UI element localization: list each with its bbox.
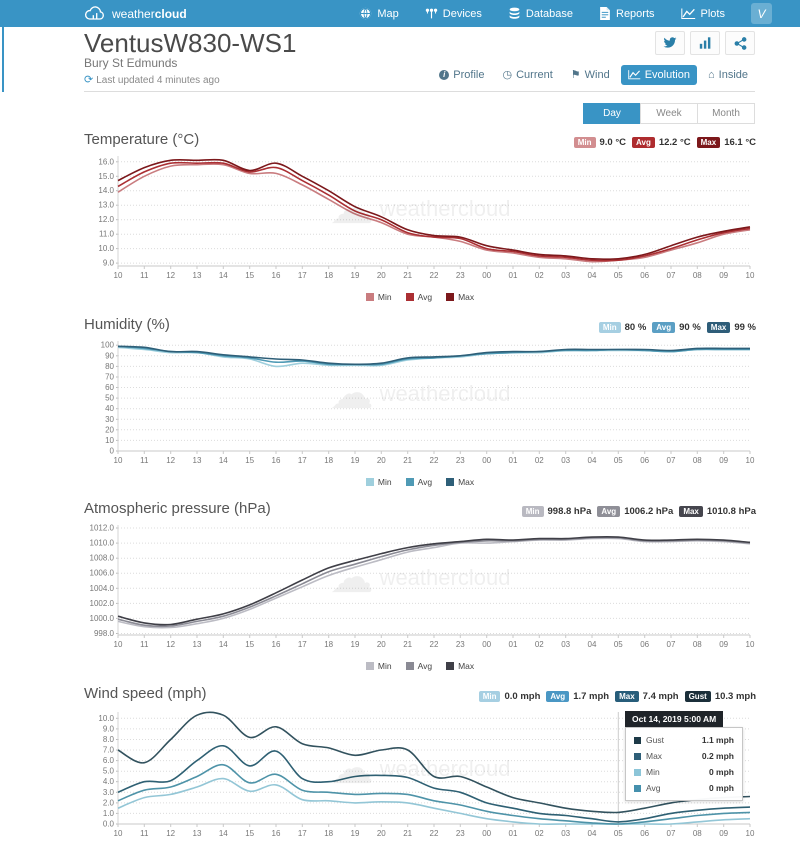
x-tick-label: 20 bbox=[376, 456, 386, 465]
tooltip-row-min bbox=[634, 764, 734, 780]
y-tick-label: 998.0 bbox=[93, 629, 114, 638]
y-tick-label: 1006.0 bbox=[89, 568, 114, 578]
nav-label-reports: Reports bbox=[616, 7, 655, 20]
watermark: ☁ weathercloud bbox=[329, 553, 511, 603]
x-tick-label: 15 bbox=[245, 271, 255, 280]
y-tick-label: 11.0 bbox=[99, 229, 114, 239]
twitter-icon bbox=[663, 37, 677, 49]
temperature-legend-max[interactable] bbox=[446, 292, 474, 302]
station-action-buttons bbox=[655, 31, 755, 55]
temperature-svg bbox=[84, 150, 756, 286]
pressure-section bbox=[84, 497, 756, 671]
temperature-legend-min[interactable] bbox=[366, 292, 392, 302]
y-tick-label: 2.0 bbox=[102, 798, 114, 808]
x-tick-label: 16 bbox=[271, 271, 281, 280]
x-tick-label: 18 bbox=[324, 640, 334, 649]
y-tick-label: 9.0 bbox=[102, 258, 114, 268]
nav-item-reports[interactable] bbox=[599, 7, 655, 20]
temperature-badge-avg: Avg bbox=[632, 137, 655, 148]
tooltip-value: 1.1 mph bbox=[701, 735, 734, 745]
x-tick-label: 07 bbox=[666, 640, 676, 649]
x-tick-label: 05 bbox=[613, 456, 623, 465]
x-tick-label: 08 bbox=[692, 829, 702, 838]
evolution-chart-icon bbox=[628, 69, 641, 80]
x-tick-label: 20 bbox=[376, 271, 386, 280]
tooltip-swatch bbox=[634, 753, 641, 760]
tab-wind-label: Wind bbox=[584, 68, 610, 81]
tooltip-series-label: Max bbox=[646, 751, 663, 761]
tab-profile[interactable] bbox=[432, 65, 491, 85]
x-tick-label: 19 bbox=[350, 829, 360, 838]
x-tick-label: 13 bbox=[192, 640, 202, 649]
tab-evolution-label: Evolution bbox=[644, 68, 690, 81]
cloud-logo-icon bbox=[84, 5, 106, 22]
temperature-badge-value: 16.1 °C bbox=[724, 137, 756, 148]
x-tick-label: 23 bbox=[455, 456, 465, 465]
top-navbar bbox=[0, 0, 800, 27]
y-tick-label: 90 bbox=[105, 351, 114, 361]
y-tick-label: 1008.0 bbox=[89, 553, 114, 563]
x-tick-label: 14 bbox=[218, 640, 228, 649]
x-tick-label: 00 bbox=[482, 271, 492, 280]
tooltip-value: 0.2 mph bbox=[701, 751, 734, 761]
x-tick-label: 14 bbox=[218, 271, 228, 280]
weathercloud-logo[interactable] bbox=[84, 5, 187, 22]
x-tick-label: 13 bbox=[192, 271, 202, 280]
x-tick-label: 15 bbox=[245, 456, 255, 465]
temperature-legend bbox=[84, 292, 756, 302]
y-tick-label: 80 bbox=[105, 361, 114, 371]
pressure-legend-min[interactable] bbox=[366, 661, 392, 671]
watermark: ☁ weathercloud bbox=[329, 369, 511, 419]
temperature-max-line bbox=[118, 160, 750, 260]
x-tick-label: 09 bbox=[719, 640, 729, 649]
x-tick-label: 02 bbox=[534, 271, 544, 280]
x-tick-label: 16 bbox=[271, 829, 281, 838]
x-tick-label: 06 bbox=[640, 829, 650, 838]
wind-speed-title: Wind speed (mph) bbox=[84, 685, 207, 702]
tab-inside-label: Inside bbox=[718, 68, 748, 81]
tooltip-row-gust bbox=[634, 732, 734, 748]
x-tick-label: 08 bbox=[692, 456, 702, 465]
tab-wind[interactable] bbox=[564, 64, 617, 85]
x-tick-label: 12 bbox=[166, 640, 176, 649]
legend-label: Max bbox=[458, 661, 475, 671]
x-tick-label: 16 bbox=[271, 456, 281, 465]
x-tick-label: 22 bbox=[429, 456, 439, 465]
share-icon bbox=[734, 37, 747, 50]
nav-item-map[interactable] bbox=[359, 7, 398, 20]
legend-swatch bbox=[446, 662, 454, 670]
nav-item-database[interactable] bbox=[508, 7, 573, 20]
pressure-badge-avg: Avg bbox=[597, 506, 620, 517]
y-tick-label: 15.0 bbox=[98, 171, 114, 181]
x-tick-label: 20 bbox=[376, 829, 386, 838]
home-icon: ⌂ bbox=[707, 68, 715, 81]
y-tick-label: 0.0 bbox=[102, 819, 114, 829]
legend-swatch bbox=[406, 662, 414, 670]
y-tick-label: 1.0 bbox=[102, 808, 114, 818]
x-tick-label: 08 bbox=[692, 271, 702, 280]
x-tick-label: 04 bbox=[587, 829, 597, 838]
x-tick-label: 03 bbox=[561, 271, 571, 280]
nav-label-devices: Devices bbox=[442, 7, 482, 20]
pressure-title: Atmospheric pressure (hPa) bbox=[84, 500, 271, 517]
humidity-legend bbox=[84, 477, 756, 487]
tooltip-row-max bbox=[634, 748, 734, 764]
stats-icon bbox=[699, 37, 712, 49]
refresh-icon[interactable]: ⟳ bbox=[84, 74, 94, 86]
x-tick-label: 10 bbox=[745, 640, 755, 649]
legend-swatch bbox=[366, 478, 374, 486]
wind_speed-badge-value: 0.0 mph bbox=[504, 691, 541, 702]
x-tick-label: 04 bbox=[587, 271, 597, 280]
tooltip-swatch bbox=[634, 785, 641, 792]
y-tick-label: 13.0 bbox=[98, 200, 114, 210]
y-tick-label: 8.0 bbox=[102, 735, 114, 744]
brand-weather: weather bbox=[112, 6, 155, 21]
x-tick-label: 07 bbox=[666, 271, 676, 280]
pressure-badge-value: 1010.8 hPa bbox=[706, 506, 756, 517]
wind-tooltip bbox=[625, 709, 743, 801]
last-updated-text: Last updated 4 minutes ago bbox=[96, 75, 220, 86]
y-tick-label: 30 bbox=[105, 414, 114, 424]
y-tick-label: 10.0 bbox=[98, 713, 114, 723]
y-tick-label: 3.0 bbox=[102, 787, 114, 797]
wind-tooltip-title: Oct 14, 2019 5:00 AM bbox=[625, 711, 723, 727]
station-location: Bury St Edmunds bbox=[84, 56, 178, 70]
humidity-badge-value: 99 % bbox=[734, 322, 756, 333]
humidity-title: Humidity (%) bbox=[84, 316, 170, 333]
x-tick-label: 14 bbox=[218, 456, 228, 465]
x-tick-label: 23 bbox=[455, 271, 465, 280]
x-tick-label: 11 bbox=[140, 456, 149, 465]
pressure-badges bbox=[522, 506, 756, 517]
temperature-avg-line bbox=[118, 163, 750, 261]
tab-evolution[interactable] bbox=[621, 65, 697, 85]
x-tick-label: 22 bbox=[429, 271, 439, 280]
pressure-badge-value: 998.8 hPa bbox=[547, 506, 592, 517]
x-tick-label: 17 bbox=[297, 271, 307, 280]
x-tick-label: 12 bbox=[166, 829, 176, 838]
database-icon bbox=[508, 7, 521, 20]
temperature-min-line bbox=[118, 164, 750, 262]
y-tick-label: 7.0 bbox=[102, 745, 114, 755]
x-tick-label: 09 bbox=[719, 271, 729, 280]
temperature-badge-max: Max bbox=[697, 137, 721, 148]
twitter-button[interactable] bbox=[655, 31, 685, 55]
humidity-badge-max: Max bbox=[707, 322, 731, 333]
pressure-svg bbox=[84, 519, 756, 655]
x-tick-label: 03 bbox=[561, 640, 571, 649]
temperature-chart[interactable] bbox=[84, 150, 756, 291]
legend-label: Min bbox=[377, 477, 392, 487]
range-month-button[interactable]: Month bbox=[697, 103, 755, 124]
wind_speed-badge-value: 1.7 mph bbox=[573, 691, 610, 702]
temperature-badge-value: 12.2 °C bbox=[658, 137, 691, 148]
x-tick-label: 06 bbox=[640, 640, 650, 649]
x-tick-label: 23 bbox=[455, 640, 465, 649]
y-tick-label: 9.0 bbox=[102, 724, 114, 734]
x-tick-label: 04 bbox=[587, 456, 597, 465]
nav-label-plots: Plots bbox=[700, 7, 725, 20]
x-tick-label: 17 bbox=[297, 640, 307, 649]
nav-label-map: Map bbox=[377, 7, 399, 20]
tooltip-row-avg bbox=[634, 780, 734, 796]
page-title: VentusW830-WS1 bbox=[84, 28, 297, 58]
range-day-button[interactable]: Day bbox=[583, 103, 641, 124]
legend-label: Avg bbox=[417, 292, 433, 302]
nav-item-devices[interactable] bbox=[425, 7, 482, 20]
x-tick-label: 02 bbox=[534, 829, 544, 838]
tab-inside[interactable] bbox=[701, 65, 755, 85]
x-tick-label: 21 bbox=[403, 829, 413, 838]
x-tick-label: 15 bbox=[245, 829, 255, 838]
x-tick-label: 18 bbox=[324, 271, 334, 280]
pressure-badge-value: 1006.2 hPa bbox=[624, 506, 674, 517]
x-tick-label: 03 bbox=[561, 829, 571, 838]
legend-swatch bbox=[406, 293, 414, 301]
x-tick-label: 01 bbox=[508, 271, 518, 280]
x-tick-label: 11 bbox=[140, 829, 149, 838]
tooltip-swatch bbox=[634, 737, 641, 744]
x-tick-label: 20 bbox=[376, 640, 386, 649]
x-tick-label: 13 bbox=[192, 829, 202, 838]
legend-label: Max bbox=[458, 292, 475, 302]
x-tick-label: 08 bbox=[692, 640, 702, 649]
x-tick-label: 03 bbox=[561, 456, 571, 465]
temperature-section bbox=[84, 128, 756, 302]
x-tick-label: 10 bbox=[113, 640, 123, 649]
x-tick-label: 18 bbox=[324, 456, 334, 465]
temperature-badges bbox=[574, 137, 756, 148]
x-tick-label: 00 bbox=[482, 456, 492, 465]
y-tick-label: 50 bbox=[105, 393, 114, 403]
x-tick-label: 10 bbox=[745, 271, 755, 280]
header-divider bbox=[84, 91, 755, 92]
tab-current-label: Current bbox=[516, 68, 553, 81]
humidity-legend-max[interactable] bbox=[446, 477, 474, 487]
x-tick-label: 05 bbox=[613, 829, 623, 838]
x-tick-label: 17 bbox=[297, 456, 307, 465]
x-tick-label: 10 bbox=[113, 271, 123, 280]
pressure-legend-avg[interactable] bbox=[406, 661, 433, 671]
legend-label: Max bbox=[458, 477, 475, 487]
tooltip-series-label: Min bbox=[646, 767, 660, 777]
x-tick-label: 11 bbox=[140, 271, 149, 280]
x-tick-label: 19 bbox=[350, 456, 360, 465]
tooltip-value: 0 mph bbox=[708, 783, 734, 793]
x-tick-label: 21 bbox=[403, 640, 413, 649]
x-tick-label: 01 bbox=[508, 456, 518, 465]
y-tick-label: 4.0 bbox=[102, 777, 114, 787]
nav-item-plots[interactable] bbox=[681, 7, 725, 20]
pressure-max-line bbox=[118, 537, 750, 625]
humidity-chart[interactable] bbox=[84, 335, 756, 476]
x-tick-label: 09 bbox=[719, 829, 729, 838]
y-tick-label: 60 bbox=[105, 383, 114, 392]
tooltip-value: 0 mph bbox=[708, 767, 734, 777]
x-tick-label: 21 bbox=[403, 271, 413, 280]
wind_speed-badge-value: 10.3 mph bbox=[714, 691, 756, 702]
x-tick-label: 19 bbox=[350, 271, 360, 280]
y-tick-label: 1012.0 bbox=[89, 523, 114, 533]
y-tick-label: 1010.0 bbox=[89, 538, 114, 548]
humidity-badge-value: 90 % bbox=[679, 322, 701, 333]
stats-button[interactable] bbox=[690, 31, 720, 55]
y-tick-label: 5.0 bbox=[102, 766, 114, 776]
humidity-badge-min: Min bbox=[599, 322, 621, 333]
legend-swatch bbox=[446, 478, 454, 486]
legend-label: Avg bbox=[417, 661, 433, 671]
wind_speed-badge-min: Min bbox=[479, 691, 501, 702]
x-tick-label: 17 bbox=[297, 829, 307, 838]
x-tick-label: 14 bbox=[218, 829, 228, 838]
nav-items bbox=[359, 3, 772, 24]
legend-label: Min bbox=[377, 661, 392, 671]
legend-swatch bbox=[446, 293, 454, 301]
x-tick-label: 21 bbox=[403, 456, 413, 465]
y-tick-label: 16.0 bbox=[98, 157, 114, 167]
x-tick-label: 15 bbox=[245, 640, 255, 649]
avatar-letter: V bbox=[757, 6, 766, 21]
x-tick-label: 11 bbox=[140, 640, 149, 649]
humidity-section bbox=[84, 313, 756, 487]
y-tick-label: 6.0 bbox=[102, 756, 114, 766]
legend-swatch bbox=[366, 293, 374, 301]
y-tick-label: 0 bbox=[109, 446, 114, 456]
x-tick-label: 02 bbox=[534, 640, 544, 649]
y-tick-label: 40 bbox=[105, 404, 114, 414]
y-tick-label: 10.0 bbox=[98, 244, 114, 254]
legend-label: Min bbox=[377, 292, 392, 302]
tab-profile-label: Profile bbox=[453, 68, 485, 81]
y-tick-label: 70 bbox=[105, 372, 114, 382]
x-tick-label: 22 bbox=[429, 829, 439, 838]
x-tick-label: 06 bbox=[640, 271, 650, 280]
range-week-button[interactable]: Week bbox=[640, 103, 698, 124]
watermark: ☁ weathercloud bbox=[329, 184, 511, 234]
info-icon: i bbox=[439, 70, 449, 80]
x-tick-label: 07 bbox=[666, 829, 676, 838]
y-tick-label: 14.0 bbox=[98, 186, 114, 196]
clock-icon: ◷ bbox=[502, 69, 513, 81]
x-tick-label: 02 bbox=[534, 456, 544, 465]
wind-speed-badges bbox=[479, 691, 756, 702]
flag-icon: ⚑ bbox=[570, 69, 581, 81]
humidity-badge-value: 80 % bbox=[624, 322, 647, 333]
x-tick-label: 10 bbox=[745, 456, 755, 465]
x-tick-label: 01 bbox=[508, 829, 518, 838]
x-tick-label: 10 bbox=[113, 829, 123, 838]
temperature-badge-min: Min bbox=[574, 137, 596, 148]
x-tick-label: 18 bbox=[324, 829, 334, 838]
x-tick-label: 00 bbox=[482, 640, 492, 649]
pressure-min-line bbox=[118, 538, 750, 627]
pressure-badge-min: Min bbox=[522, 506, 544, 517]
globe-icon bbox=[359, 7, 372, 20]
x-tick-label: 19 bbox=[350, 640, 360, 649]
y-tick-label: 100 bbox=[100, 340, 114, 350]
wind_speed-badge-gust: Gust bbox=[685, 691, 711, 702]
y-tick-label: 12.0 bbox=[98, 215, 114, 225]
user-avatar[interactable] bbox=[751, 3, 772, 24]
x-tick-label: 22 bbox=[429, 640, 439, 649]
x-tick-label: 10 bbox=[745, 829, 755, 838]
x-tick-label: 07 bbox=[666, 456, 676, 465]
x-tick-label: 13 bbox=[192, 456, 202, 465]
x-tick-label: 12 bbox=[166, 456, 176, 465]
x-tick-label: 12 bbox=[166, 271, 176, 280]
legend-swatch bbox=[366, 662, 374, 670]
tooltip-series-label: Avg bbox=[646, 783, 661, 793]
document-icon bbox=[599, 7, 611, 20]
wind_speed-badge-value: 7.4 mph bbox=[642, 691, 679, 702]
humidity-svg bbox=[84, 335, 756, 471]
watermark: ☁ weathercloud bbox=[329, 744, 511, 794]
share-button[interactable] bbox=[725, 31, 755, 55]
x-tick-label: 06 bbox=[640, 456, 650, 465]
nav-label-database: Database bbox=[525, 7, 573, 20]
x-tick-label: 00 bbox=[482, 829, 492, 838]
x-tick-label: 16 bbox=[271, 640, 281, 649]
y-tick-label: 10 bbox=[105, 435, 114, 445]
x-tick-label: 09 bbox=[719, 456, 729, 465]
line-chart-icon bbox=[681, 7, 696, 20]
x-tick-label: 05 bbox=[613, 640, 623, 649]
temperature-badge-value: 9.0 °C bbox=[599, 137, 627, 148]
pressure-legend bbox=[84, 661, 756, 671]
humidity-legend-min[interactable] bbox=[366, 477, 392, 487]
pressure-avg-line bbox=[118, 538, 750, 627]
tab-current[interactable] bbox=[495, 64, 559, 85]
legend-swatch bbox=[406, 478, 414, 486]
y-tick-label: 1002.0 bbox=[89, 598, 114, 608]
station-icon bbox=[425, 7, 438, 20]
humidity-badges bbox=[599, 322, 756, 333]
x-tick-label: 01 bbox=[508, 640, 518, 649]
humidity-badge-avg: Avg bbox=[652, 322, 675, 333]
station-tabs bbox=[432, 64, 755, 85]
temperature-title: Temperature (°C) bbox=[84, 131, 200, 148]
pressure-chart[interactable] bbox=[84, 519, 756, 660]
brand-cloud: cloud bbox=[154, 6, 187, 21]
x-tick-label: 23 bbox=[455, 829, 465, 838]
y-tick-label: 20 bbox=[105, 425, 114, 435]
y-tick-label: 1000.0 bbox=[89, 613, 114, 623]
x-tick-label: 10 bbox=[113, 456, 123, 465]
pressure-badge-max: Max bbox=[679, 506, 703, 517]
wind_speed-badge-avg: Avg bbox=[546, 691, 569, 702]
range-selector bbox=[584, 103, 755, 124]
temperature-legend-avg[interactable] bbox=[406, 292, 433, 302]
humidity-legend-avg[interactable] bbox=[406, 477, 433, 487]
wind-tooltip-body bbox=[625, 727, 743, 801]
x-tick-label: 04 bbox=[587, 640, 597, 649]
y-tick-label: 1004.0 bbox=[89, 583, 114, 593]
pressure-legend-max[interactable] bbox=[446, 661, 474, 671]
legend-label: Avg bbox=[417, 477, 433, 487]
last-updated bbox=[84, 73, 220, 86]
x-tick-label: 05 bbox=[613, 271, 623, 280]
tooltip-series-label: Gust bbox=[646, 735, 664, 745]
tooltip-swatch bbox=[634, 769, 641, 776]
wind_speed-badge-max: Max bbox=[615, 691, 639, 702]
